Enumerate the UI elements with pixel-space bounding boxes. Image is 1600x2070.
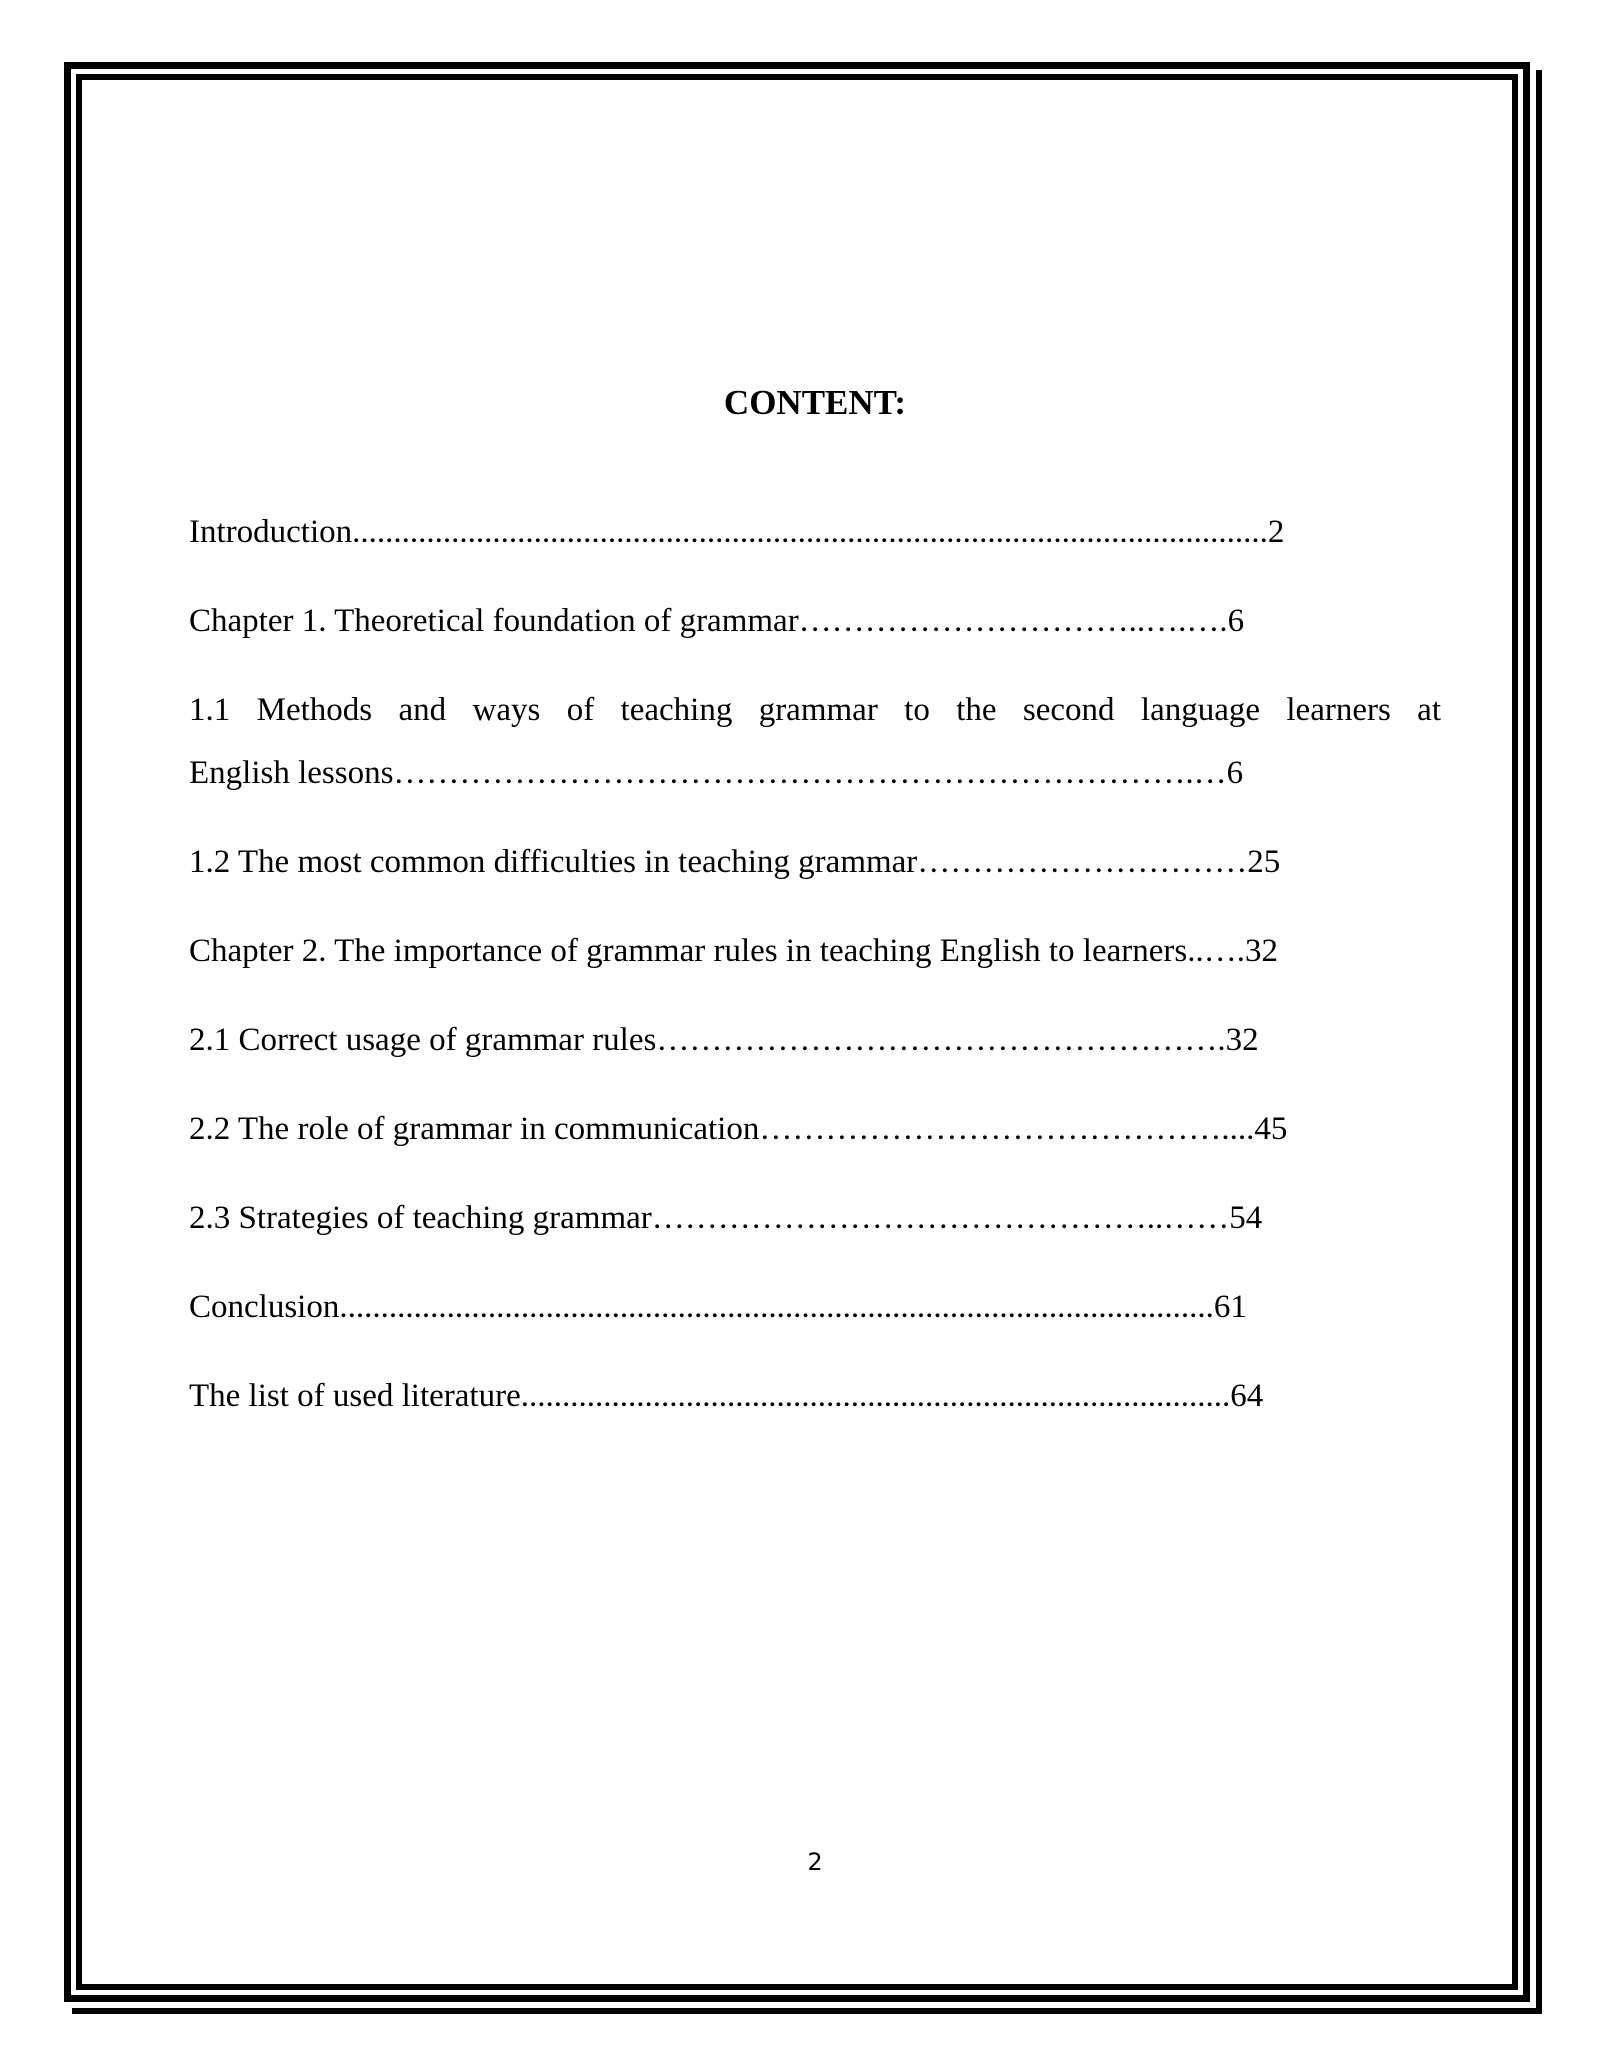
toc-entry-chapter-2: Chapter 2. The importance of grammar rules in teaching English to learners..….32 <box>189 933 1278 969</box>
toc-entry-section-2-3: 2.3 Strategies of teaching grammar………………………………………..……54 <box>189 1200 1263 1236</box>
toc-entry-literature: The list of used literature......................................................................................64 <box>189 1378 1264 1414</box>
toc-entry-section-2-2: 2.2 The role of grammar in communication……………………………………....45 <box>189 1111 1288 1147</box>
toc-entry-chapter-1: Chapter 1. Theoretical foundation of grammar…………………………..….….6 <box>189 603 1245 639</box>
page-title: CONTENT: <box>723 383 907 422</box>
toc-entry-section-1-1-line2: English lessons……………………………………………………………….…6 <box>189 755 1244 791</box>
toc-entry-section-2-1: 2.1 Correct usage of grammar rules…………………………………………….32 <box>189 1022 1259 1058</box>
toc-entry-section-1-1-line1: 1.1 Methods and ways of teaching grammar to the second language learners at <box>189 692 1441 728</box>
toc-entry-introduction: Introduction...............................................................................................................2 <box>189 514 1285 550</box>
toc-entry-section-1-2: 1.2 The most common difficulties in teaching grammar…………………………25 <box>189 844 1281 880</box>
toc-entry-conclusion: Conclusion..........................................................................................................61 <box>189 1289 1247 1325</box>
page-number: 2 <box>807 1848 823 1876</box>
